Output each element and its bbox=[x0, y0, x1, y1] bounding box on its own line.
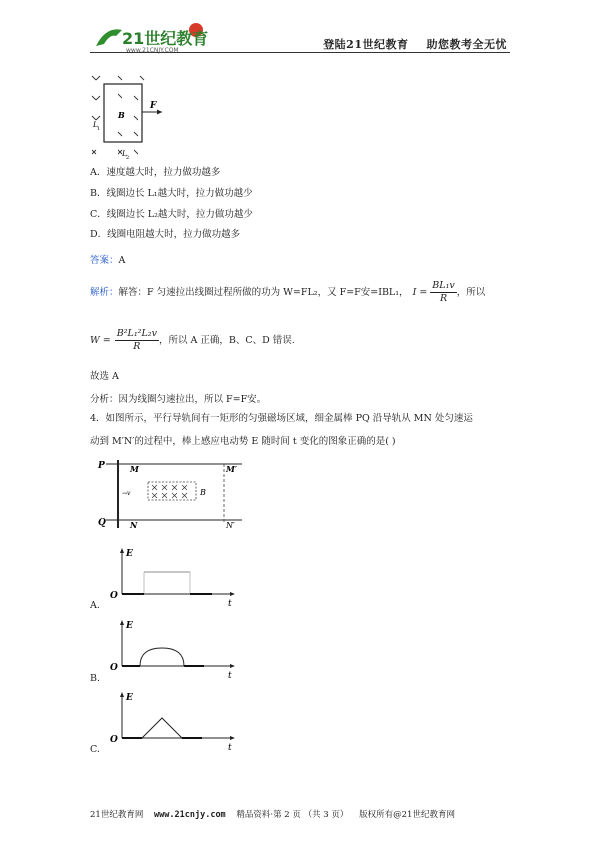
analysis-text-1: 解答：F 匀速拉出线圈过程所做的功为 W=FL₂，又 F=F安=IBL₁， bbox=[118, 286, 409, 298]
work-fraction bbox=[115, 328, 159, 353]
analysis-label: 解析： bbox=[90, 286, 119, 298]
option-d: D．线圈电阻越大时，拉力做功越多 bbox=[90, 229, 241, 240]
option-c: C．线圈边长 L₂越大时，拉力做功越少 bbox=[90, 209, 253, 220]
graph-c-t-axis: t bbox=[228, 743, 232, 752]
header-divider bbox=[90, 52, 510, 53]
option-b: B．线圈边长 L₁越大时，拉力做功越少 bbox=[90, 188, 253, 199]
answer-value: A bbox=[118, 255, 126, 266]
slogan-right: 助您教考全无忧 bbox=[426, 38, 507, 51]
current-numerator: BL₁v bbox=[432, 280, 455, 291]
rail-p-label: P bbox=[98, 461, 105, 471]
force-label: F bbox=[150, 101, 157, 111]
current-denominator: R bbox=[439, 293, 448, 304]
field-label: B bbox=[118, 110, 125, 120]
current-fraction bbox=[430, 280, 456, 305]
graph-c-label: C. bbox=[90, 744, 100, 755]
work-denominator: R bbox=[133, 341, 141, 352]
graph-b-origin: O bbox=[110, 663, 118, 673]
coil-figure bbox=[88, 70, 178, 162]
graph-c-e-axis: E bbox=[126, 693, 133, 703]
l1-sub: 1 bbox=[97, 126, 101, 132]
conclusion: 故选 A bbox=[90, 371, 119, 382]
analysis-text-1-end: ，所以 bbox=[456, 286, 486, 298]
graph-a-e-axis: E bbox=[126, 549, 133, 559]
l1-label: L bbox=[93, 120, 98, 129]
analysis-line-2 bbox=[90, 328, 295, 353]
rail-m-prime-label: M′ bbox=[226, 464, 237, 474]
rail-n-prime-label: N′ bbox=[226, 521, 235, 530]
answer-label: 答案： bbox=[90, 255, 119, 266]
site-logo[interactable] bbox=[92, 20, 222, 54]
current-lhs: I = bbox=[412, 286, 428, 298]
logo-text: 21世纪教育 bbox=[122, 29, 209, 48]
analysis-text-2-end: ，所以 A 正确，B、C、D 错误. bbox=[158, 334, 295, 346]
velocity-label: →v bbox=[122, 490, 131, 497]
analysis-note: 分析：因为线圈匀速拉出，所以 F=F安。 bbox=[90, 394, 267, 405]
option-a: A．速度越大时，拉力做功越多 bbox=[90, 167, 221, 178]
footer-rights: 版权所有@21世纪教育网 bbox=[359, 810, 455, 820]
graph-b-t-axis: t bbox=[228, 671, 232, 680]
rail-m-label: M bbox=[130, 464, 139, 474]
l2-sub: 2 bbox=[126, 155, 130, 161]
q4-line-2: 动到 M′N′的过程中，棒上感应电动势 E 随时间 t 变化的图象正确的是( ) bbox=[90, 436, 396, 447]
logo-url: www.21CNJY.COM bbox=[126, 47, 179, 54]
graph-b bbox=[108, 618, 238, 680]
page-footer bbox=[90, 808, 510, 820]
graph-b-e-axis: E bbox=[126, 621, 133, 631]
work-numerator: B²L₁²L₂v bbox=[116, 328, 157, 339]
graph-b-label: B. bbox=[90, 673, 101, 684]
graph-a bbox=[108, 546, 238, 608]
l2-label: L bbox=[122, 149, 127, 158]
answer-line bbox=[90, 255, 125, 267]
graph-a-origin: O bbox=[110, 591, 118, 601]
graph-a-label: A. bbox=[90, 600, 100, 611]
footer-page-info: 精品资料·第 2 页 （共 3 页） bbox=[236, 810, 349, 820]
header-slogan bbox=[323, 36, 507, 52]
rail-n-label: N bbox=[130, 520, 138, 530]
slogan-left: 登陆21世纪教育 bbox=[323, 38, 409, 51]
work-lhs: W = bbox=[90, 334, 111, 346]
rail-q-label: Q bbox=[98, 518, 106, 528]
q4-line-1: 4．如图所示，平行导轨间有一矩形的匀强磁场区域，细金属棒 PQ 沿导轨从 MN 处匀速运 bbox=[90, 413, 473, 424]
footer-site: 21世纪教育网 bbox=[90, 810, 144, 820]
analysis-line-1 bbox=[90, 280, 485, 305]
graph-a-t-axis: t bbox=[228, 599, 232, 608]
rails-figure bbox=[92, 458, 252, 530]
footer-url[interactable]: www.21cnjy.com bbox=[154, 810, 226, 820]
graph-c-origin: O bbox=[110, 735, 118, 745]
graph-c bbox=[108, 690, 238, 752]
rail-field-label: B bbox=[200, 488, 206, 497]
